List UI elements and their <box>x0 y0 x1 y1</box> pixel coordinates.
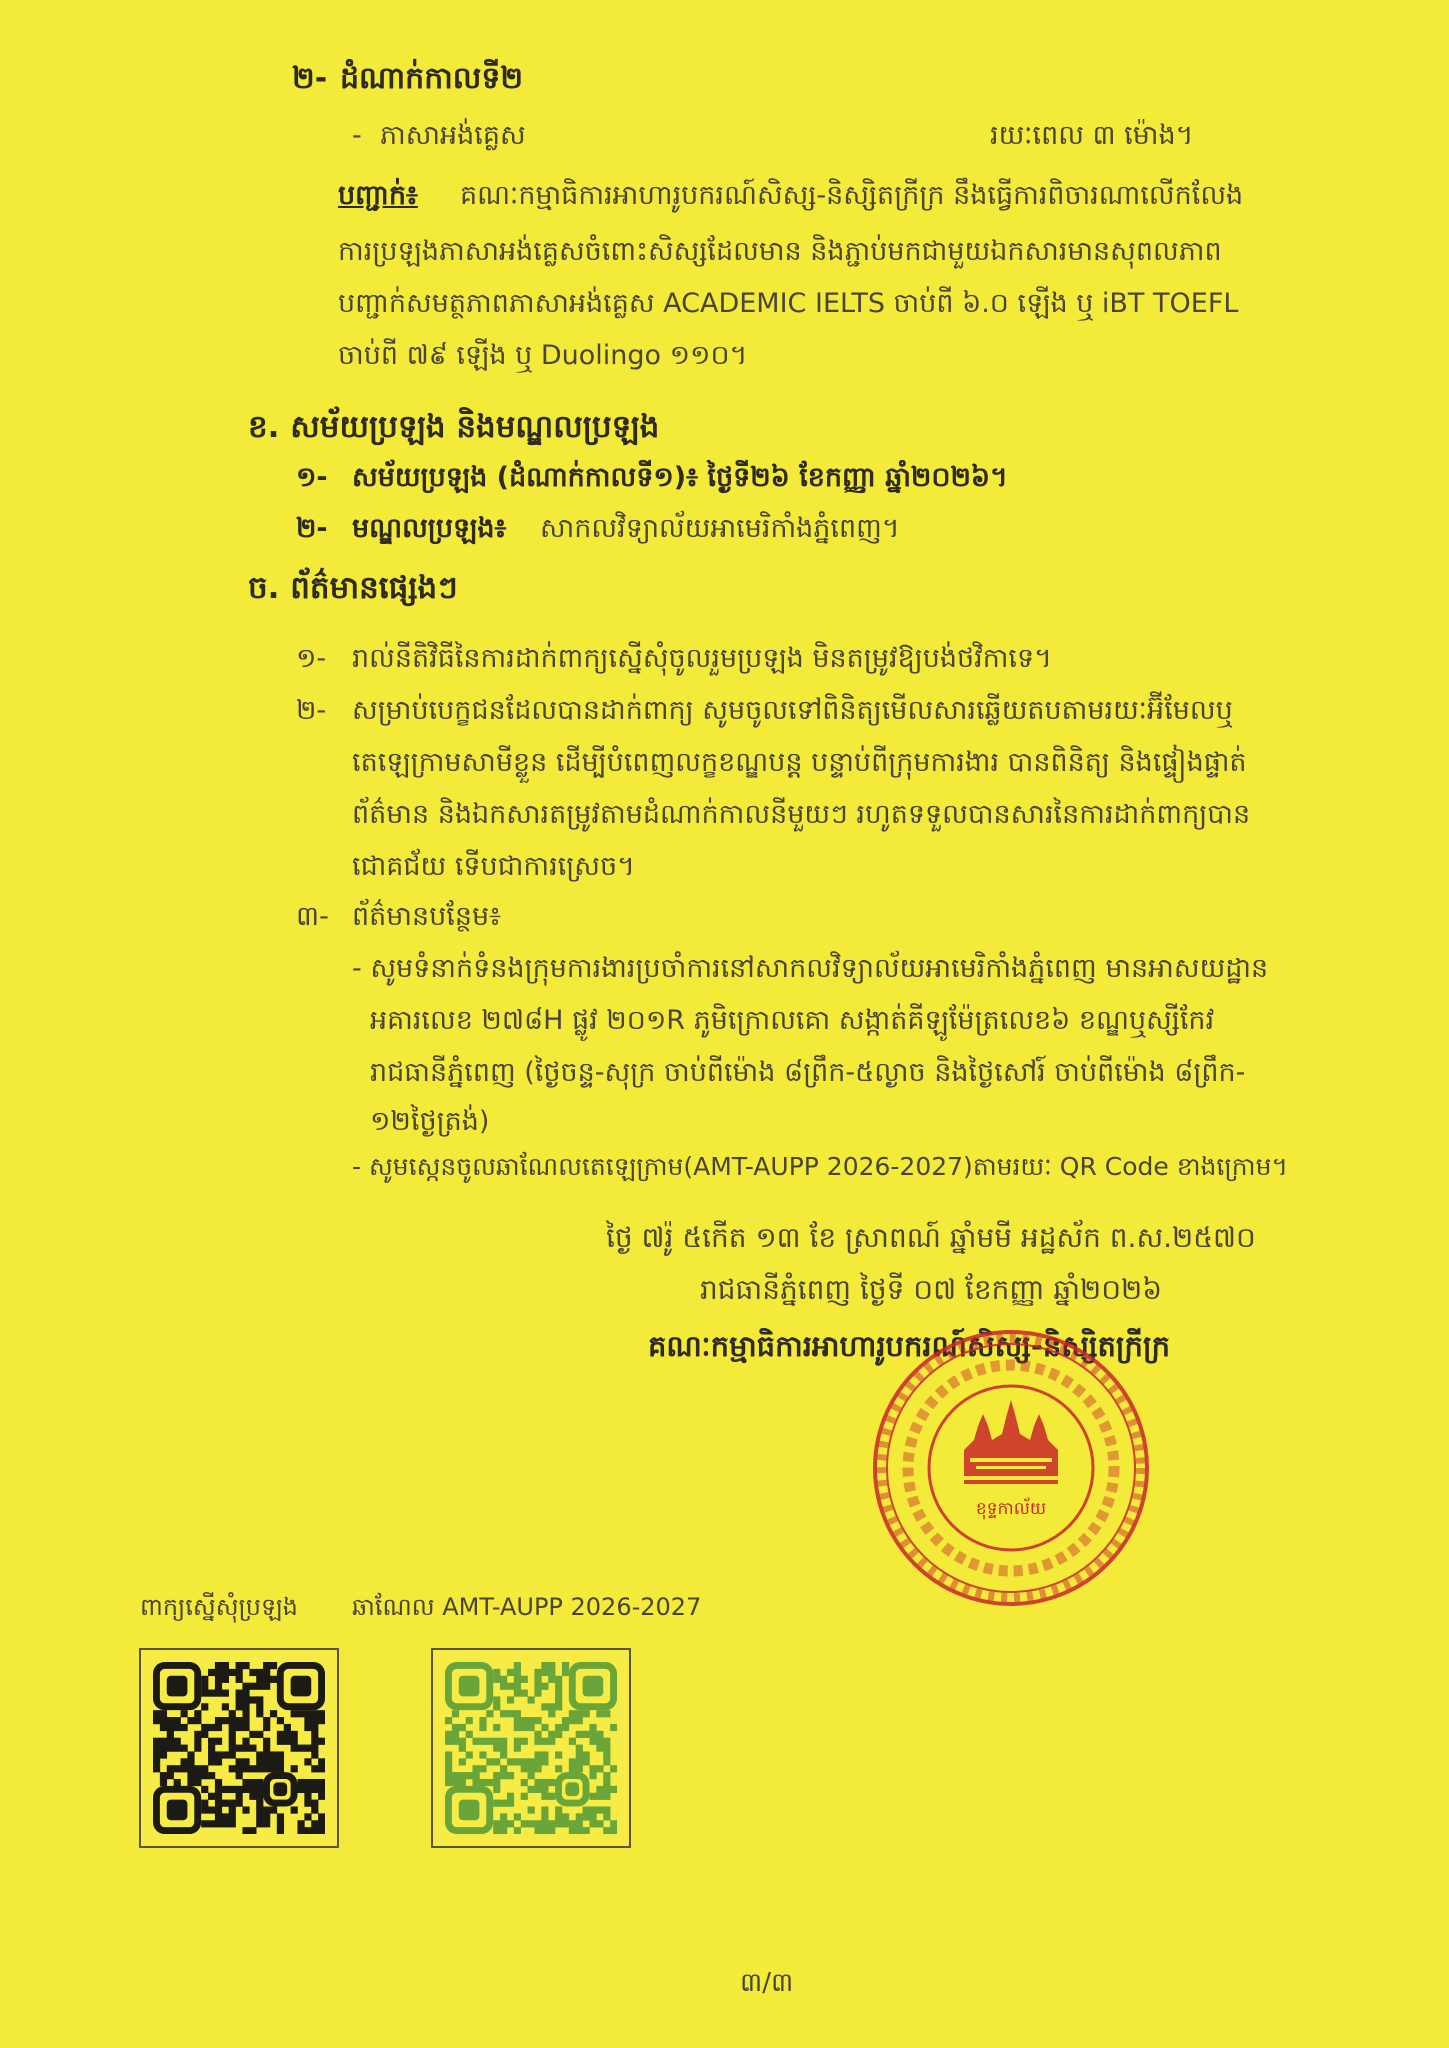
contact-line: អគារលេខ ២៧៨H ផ្លូវ ២០១R ភូមិក្រោលគោ សង្កាត់គីឡូម៉ែត្រលេខ៦ ខណ្ឌឬស្សីកែវ <box>370 1005 1215 1036</box>
exam-duration: រយៈពេល ៣ ម៉ោង។ <box>990 120 1194 151</box>
committee-name: គណៈកម្មាធិការអាហារូបករណ៍សិស្ស-និស្សិតក្រីក្រ <box>648 1329 1171 1363</box>
telegram-line: - សូមស្កេនចូលឆាណែលតេឡេក្រាម(AMT-AUPP 2026-2027)តាមរយៈ QR Code ខាងក្រោម។ <box>352 1152 1288 1181</box>
exam-center-text: សាកលវិទ្យាល័យអាមេរិកាំងភ្នំពេញ។ <box>540 513 900 544</box>
info-item2-number: ២- <box>296 695 327 726</box>
seal-text: ខុទ្ទកាល័យ <box>975 1499 1047 1519</box>
info-item3-title: ព័ត៌មានបន្ថែម៖ <box>352 901 501 932</box>
info-item1-text: រាល់នីតិវិធីនៃការដាក់ពាក្យស្នើសុំចូលរួមប្រឡង មិនតម្រូវឱ្យបង់ថវិកាទេ។ <box>352 643 1052 674</box>
telegram-channel-qr-code[interactable] <box>431 1648 631 1848</box>
stage2-title: ដំណាក់កាលទី២ <box>340 61 524 96</box>
qr-caption-application: ពាក្យស្នើសុំប្រឡង <box>140 1593 298 1621</box>
section-kh-heading: ខ. សម័យប្រឡង និងមណ្ឌលប្រឡង <box>248 409 660 445</box>
exam-center-label: មណ្ឌលប្រឡង៖ <box>352 513 507 544</box>
section-ch-heading: ច. ព័ត៌មានផ្សេងៗ <box>248 570 458 606</box>
qr-pattern <box>153 1662 325 1834</box>
subject-dash: - <box>352 120 362 151</box>
note-line: បញ្ជាក់សមត្ថភាពភាសាអង់គ្លេស ACADEMIC IELTS ចាប់ពី ៦.០ ឡើង ឬ iBT TOEFL <box>338 288 1239 319</box>
note-label: បញ្ជាក់៖ <box>338 180 418 211</box>
page-number: ៣/៣ <box>740 1968 794 1998</box>
exam-subject: ភាសាអង់គ្លេស <box>380 120 526 151</box>
exam-session-number: ១- <box>296 462 328 493</box>
contact-line: ១២ថ្ងៃត្រង់) <box>370 1106 490 1137</box>
stage2-number: ២- <box>292 61 328 96</box>
note-line: ការប្រឡងភាសាអង់គ្លេសចំពោះសិស្សដែលមាន និងភ្ជាប់មកជាមួយឯកសារមានសុពលភាព <box>338 236 1222 267</box>
application-qr-code[interactable] <box>139 1648 339 1848</box>
info-item2-line: ជោគជ័យ ទើបជាការស្រេច។ <box>352 851 635 882</box>
solar-date: រាជធានីភ្នំពេញ ថ្ងៃទី ០៧ ខែកញ្ញា ឆ្នាំ២០២៦ <box>700 1273 1163 1306</box>
note-line: ចាប់ពី ៧៩ ឡើង ឬ Duolingo ១១០។ <box>338 340 748 371</box>
info-item2-line: តេឡេក្រាមសាមីខ្លួន ដើម្បីបំពេញលក្ខខណ្ឌបន្ត បន្ទាប់ពីក្រុមការងារ បានពិនិត្យ និងផ្ទៀងផ្ទាត់ <box>352 747 1247 778</box>
qr-pattern <box>445 1662 617 1834</box>
info-item2-line: សម្រាប់បេក្ខជនដែលបានដាក់ពាក្យ សូមចូលទៅពិនិត្យមើលសារឆ្លើយតបតាមរយៈអ៊ីមែលឬ <box>352 695 1233 726</box>
contact-line: រាជធានីភ្នំពេញ (ថ្ងៃចន្ទ-សុក្រ ចាប់ពីម៉ោង ៨ព្រឹក-៥ល្ងាច និងថ្ងៃសៅរ៍ ចាប់ពីម៉ោង ៨ព្រឹក- <box>370 1057 1246 1088</box>
info-item3-number: ៣- <box>296 901 329 932</box>
exam-center-number: ២- <box>296 513 328 544</box>
contact-line: - សូមទំនាក់ទំនងក្រុមការងារប្រចាំការនៅសាកលវិទ្យាល័យអាមេរិកាំងភ្នំពេញ មានអាសយដ្ឋាន <box>352 953 1269 984</box>
lunar-date: ថ្ងៃ ៧រ៉ូ ៥កើត ១៣ ខែ ស្រាពណ៍ ឆ្នាំមមី អដ្ឋស័ក ព.ស.២៥៧០ <box>606 1221 1256 1254</box>
note-line: គណៈកម្មាធិការអាហារូបករណ៍សិស្ស-និស្សិតក្រីក្រ នឹងធ្វើការពិចារណាលើកលែង <box>460 180 1244 211</box>
exam-session-text: សម័យប្រឡង (ដំណាក់កាលទី១)៖ ថ្ងៃទី២៦ ខែកញ្ញា ឆ្នាំ២០២៦។ <box>352 462 1008 493</box>
qr-caption-telegram: ឆាណែល AMT-AUPP 2026-2027 <box>352 1593 702 1621</box>
info-item2-line: ព័ត៌មាន និងឯកសារតម្រូវតាមដំណាក់កាលនីមួយៗ រហូតទទួលបានសារនៃការដាក់ពាក្យបាន <box>352 799 1251 830</box>
official-seal <box>866 1318 1156 1618</box>
info-item1-number: ១- <box>296 643 327 674</box>
